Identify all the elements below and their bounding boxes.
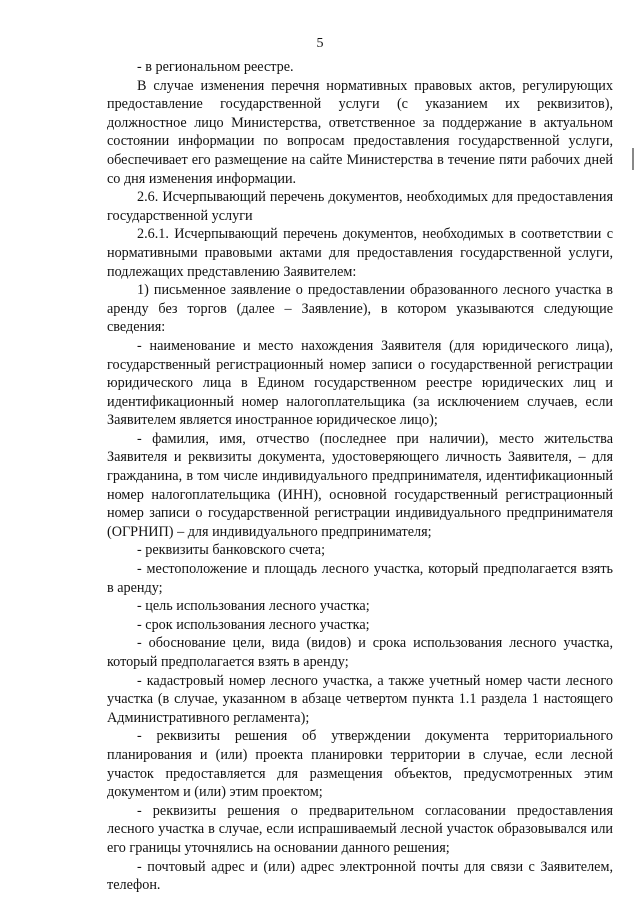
list-item: - кадастровый номер лесного участка, а также учетный номер части лесного участка (в случае, указанном в абзаце четвертом пункта 1.1 раздела 1 настоящего Административного регламента); — [107, 672, 613, 726]
list-item: - фамилия, имя, отчество (последнее при наличии), место жительства Заявителя и реквизиты документа, удостоверяющего личность Заявителя, – для гражданина, в том числе индивидуального предпринимателя, идентификационный номер налогоплательщика (ИНН), основной государственный регистрационный номер записи о государственной регистрации индивидуального предпринимателя (ОГРНИП) – для индивидуального предпринимателя; — [107, 430, 613, 540]
list-item: - наименование и место нахождения Заявителя (для юридического лица), государственный регистрационный номер записи о государственной регистрации юридического лица в Едином государственном реестре юридических лиц и идентификационный номер налогоплательщика (за исключением случаев, если Заявителем является иностранное юридическое лицо); — [107, 337, 613, 429]
document-body — [107, 58, 613, 895]
paragraph: 1) письменное заявление о предоставлении образованного лесного участка в аренду без торгов (далее – Заявление), в котором указываются следующие сведения: — [107, 282, 613, 336]
section-heading: 2.6. Исчерпывающий перечень документов, необходимых для предоставления государственной услуги — [107, 189, 613, 224]
list-item: - местоположение и площадь лесного участка, который предполагается взять в аренду; — [107, 561, 613, 596]
paragraph: - в региональном реестре. — [137, 59, 294, 75]
list-item: - цель использования лесного участка; — [137, 598, 370, 615]
scan-edge-mark — [632, 148, 634, 170]
page-number: 5 — [316, 36, 324, 51]
list-item: - реквизиты решения о предварительном согласовании предоставления лесного участка в случае, если испрашиваемый лесной участок образовывался или его границы уточнялись на основании данного решения; — [107, 802, 613, 856]
paragraph: В случае изменения перечня нормативных правовых актов, регулирующих предоставление государственной услуги (с указанием их реквизитов), должностное лицо Министерства, ответственное за поддержание в актуальном состоянии информации по вопросам предоставления государственной услуги, обеспечивает его размещение на сайте Министерства в течение пяти рабочих дней со дня изменения информации. — [107, 77, 613, 187]
list-item: - срок использования лесного участка; — [137, 616, 370, 633]
list-item: - почтовый адрес и (или) адрес электронной почты для связи с Заявителем, телефон. — [107, 858, 613, 894]
list-item: - обоснование цели, вида (видов) и срока использования лесного участка, который предполагается взять в аренду; — [107, 635, 613, 670]
paragraph: 2.6.1. Исчерпывающий перечень документов, необходимых в соответствии с нормативными правовыми актами для предоставления государственной услуги, подлежащих представлению Заявителем: — [107, 226, 613, 280]
list-item: - реквизиты банковского счета; — [137, 542, 326, 559]
list-item: - реквизиты решения об утверждении документа территориального планирования и (или) проекта планировки территории в случае, если лесной участок предоставляется для размещения объектов, предусмотренных этим документом и (или) этим проектом; — [107, 728, 613, 801]
